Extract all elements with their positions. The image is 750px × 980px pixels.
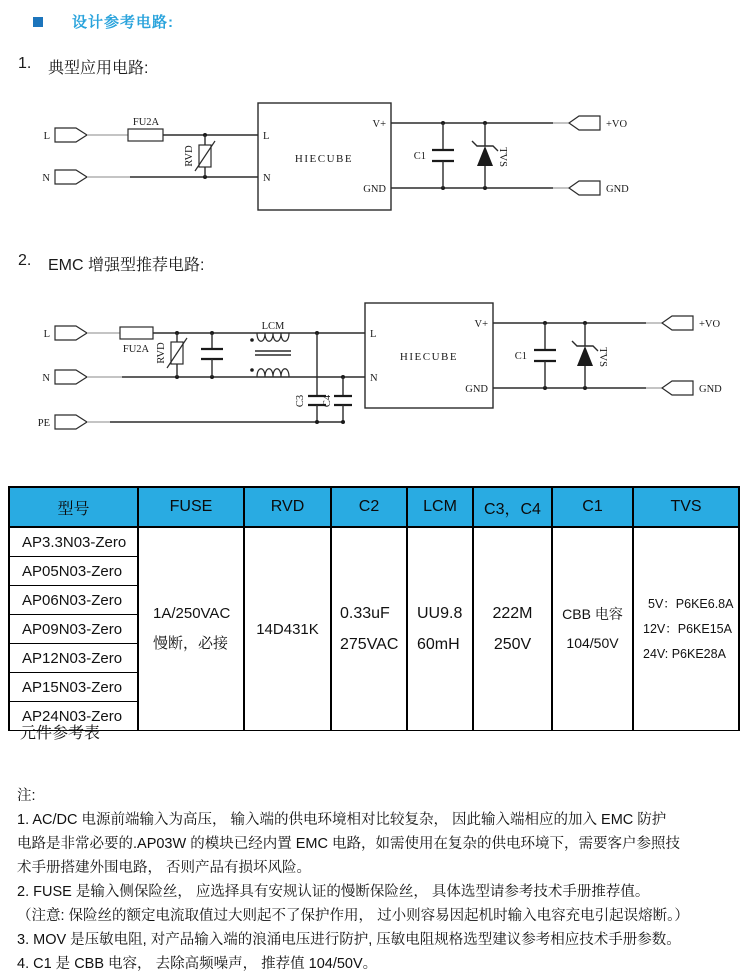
tvs-value-line: 12V：P6KE15A [643,621,732,636]
typical-application-circuit-diagram [0,95,750,245]
fuse-symbol [128,117,163,141]
pin-n-label: N [370,373,378,384]
lcm-value-cell [407,527,473,731]
terminal-pe-label: PE [37,418,50,429]
lcm-label: LCM [261,321,285,332]
c1-value-line: CBB 电容 [562,606,623,622]
tvs-label: TVS [597,347,608,367]
output-terminal-gnd [662,381,722,395]
component-reference-table [8,486,740,731]
pin-gnd-label: GND [363,184,386,195]
rvd-value-cell: 14D431K [244,527,331,731]
c3c4-value-cell [473,527,552,731]
note-line: 4. C1 是 CBB 电容， 去除高频噪声， 推荐值 104/50V。 [17,956,378,972]
tvs-diode-symbol [572,321,608,390]
section-2-heading [18,252,204,275]
input-terminal-n [42,170,130,184]
header-rvd: RVD [244,487,331,527]
terminal-l-label: L [43,131,50,142]
module-box [258,103,391,210]
c1-value-cell [552,527,633,731]
section-1-heading [18,55,148,78]
fuse-label: FU2A [122,344,150,355]
tvs-label: TVS [497,147,508,167]
pin-gnd-label: GND [465,384,488,395]
module-name-label: HIECUBE [399,351,459,363]
lcm-value-line: UU9.8 [417,605,463,622]
varistor-symbol [184,133,215,179]
fuse-symbol [120,327,153,355]
pin-n-label: N [263,173,271,184]
terminal-gnd-label: GND [606,184,629,195]
note-line: 1. AC/DC 电源前端输入为高压， 输入端的供电环境相对比较复杂， 因此输入端相应的加入 EMC 防护 [17,812,667,828]
tvs-value-line: 24V: P6KE28A [643,646,726,661]
terminal-n-label: N [42,173,50,184]
c2-value-line: 0.33uF [340,605,390,622]
fuse-value-cell [138,527,244,731]
section-2-title: EMC 增强型推荐电路: [48,257,205,274]
terminal-vo-label: +VO [699,319,721,330]
note-line: 电路是非常必要的.AP03W 的模块已经内置 EMC 电路，如需使用在复杂的供电环境下，需要客户参照技 [17,836,680,852]
emc-enhanced-circuit-diagram [0,295,750,460]
table-caption: 元件参考表 [20,725,101,742]
input-terminal-l [44,128,128,142]
capacitor-c1-symbol [414,121,454,190]
note-line: （注意: 保险丝的额定电流取值过大则起不了保护作用， 过小则容易因起机时输入电容充电引起误熔断。） [17,908,689,924]
module-box [365,303,493,408]
header-model: 型号 [9,487,138,527]
model-cell: AP24N03-Zero [9,702,138,731]
c3c4-value-line: 250V [493,636,532,653]
pin-vplus-label: V+ [474,319,488,330]
c2-value-cell [331,527,407,731]
c2-value-line: 275VAC [340,636,399,653]
terminal-gnd-label: GND [699,384,722,395]
table-row [9,527,739,557]
table-header-row [9,487,739,527]
capacitor-c2-symbol [201,331,223,379]
c4-label: C4 [322,394,333,408]
common-mode-choke-symbol [250,321,291,377]
c1-label: C1 [514,351,527,362]
capacitor-c1-symbol [515,321,556,390]
section-1-number: 1. [18,55,32,72]
bullet-square-icon [33,17,43,27]
note-line: 2. FUSE 是输入侧保险丝， 应选择具有安规认证的慢断保险丝， 具体选型请参考技术手册推荐值。 [17,884,650,900]
page-title [33,11,174,32]
c3c4-value-line: 222M [492,605,533,622]
pin-l-label: L [263,131,270,142]
section-2-number: 2. [18,252,32,269]
header-c3c4: C3，C4 [473,487,552,527]
varistor-symbol [156,331,187,379]
tvs-diode-symbol [472,121,508,190]
header-tvs: TVS [633,487,739,527]
terminal-n-label: N [42,373,50,384]
model-cell: AP12N03-Zero [9,644,138,673]
varistor-label: RVD [156,342,167,364]
fuse-label: FU2A [132,117,160,128]
header-lcm: LCM [407,487,473,527]
terminal-l-label: L [43,329,50,340]
page-title-text: 设计参考电路: [72,14,174,31]
note-line: 3. MOV 是压敏电阻, 对产品输入端的浪涌电压进行防护, 压敏电阻规格选型建议参考相应技术手册参数。 [17,932,681,948]
lcm-value-line: 60mH [417,636,460,653]
terminal-vo-label: +VO [606,119,628,130]
varistor-label: RVD [184,145,195,167]
input-terminal-n [42,370,122,384]
pin-vplus-label: V+ [372,119,386,130]
model-cell: AP3.3N03-Zero [9,527,138,557]
c1-label: C1 [413,151,426,162]
module-name-label: HIECUBE [294,153,354,165]
output-terminal-vo [662,316,721,330]
model-cell: AP05N03-Zero [9,557,138,586]
output-terminal-gnd [569,181,629,195]
header-fuse: FUSE [138,487,244,527]
model-cell: AP15N03-Zero [9,673,138,702]
header-c2: C2 [331,487,407,527]
fuse-value-line: 慢断，必接 [153,635,229,652]
tvs-value-line: 5V：P6KE6.8A [648,596,734,611]
model-cell: AP06N03-Zero [9,586,138,615]
c1-value-line: 104/50V [566,635,619,651]
output-terminal-vo [569,116,628,130]
notes-label: 注: [17,788,36,804]
fuse-value-line: 1A/250VAC [153,605,231,622]
model-cell: AP09N03-Zero [9,615,138,644]
section-1-title: 典型应用电路: [48,60,149,77]
c3-label: C3 [295,394,306,408]
input-terminal-pe [38,415,110,429]
notes-block [17,784,739,976]
capacitor-c4-symbol [322,375,352,424]
pin-l-label: L [370,329,377,340]
header-c1: C1 [552,487,633,527]
note-line: 术手册搭建外围电路， 否则产品有损坏风险。 [17,860,312,876]
tvs-value-cell [633,527,739,731]
input-terminal-l [44,326,120,340]
